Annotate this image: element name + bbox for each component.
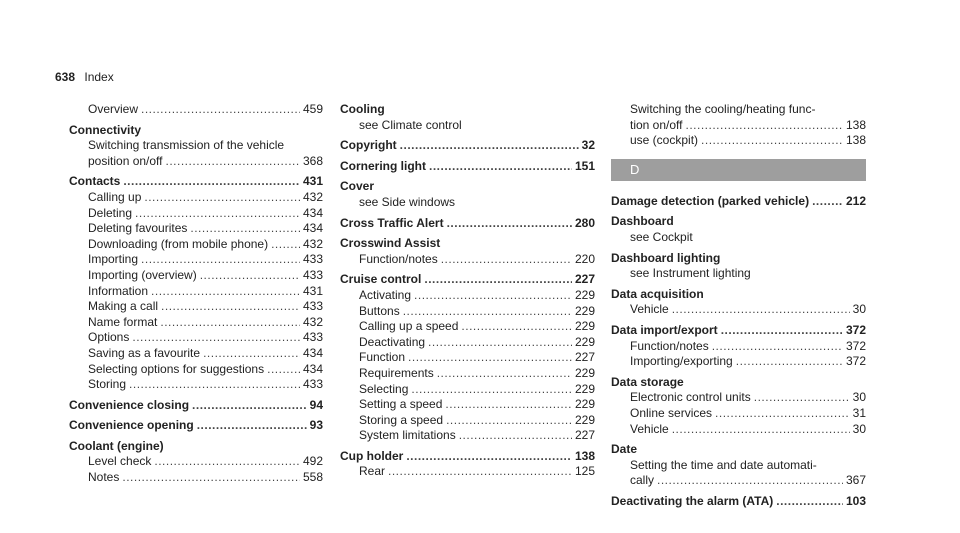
index-subentry [611, 406, 866, 422]
entry-page-number: 431 [302, 174, 323, 189]
entry-text: Convenience closing [69, 397, 190, 412]
entry-page-number: 227 [574, 350, 595, 365]
index-subentry [69, 190, 323, 206]
entry-text: see Cockpit [630, 229, 693, 244]
index-subentry [340, 382, 595, 398]
entry-page-number: 433 [302, 267, 323, 282]
index-subentry [340, 366, 595, 382]
leader-dots [445, 397, 572, 413]
index-entry [340, 216, 595, 232]
entry-text: Selecting options for suggestions [88, 361, 265, 376]
entry-text: Function/notes [359, 251, 438, 266]
leader-dots [776, 494, 843, 510]
leader-dots [672, 302, 850, 318]
index-entry [611, 214, 866, 230]
entry-text: Cup holder [340, 448, 404, 463]
entry-text: Options [88, 330, 130, 345]
leader-dots [200, 268, 300, 284]
entry-text: Cruise control [340, 272, 422, 287]
entry-text: see Side windows [359, 194, 456, 209]
entry-text: Data acquisition [611, 286, 704, 301]
index-subentry [69, 454, 323, 470]
leader-dots [141, 102, 300, 118]
entry-page-number: 367 [845, 473, 866, 488]
index-subentry [340, 413, 595, 429]
leader-dots [192, 398, 307, 414]
index-subentry [340, 252, 595, 268]
index-subentry [611, 118, 866, 134]
leader-dots [151, 284, 300, 300]
entry-page-number: 138 [574, 448, 595, 463]
index-entry [611, 194, 866, 210]
leader-dots [712, 339, 843, 355]
entry-page-number: 432 [302, 189, 323, 204]
index-subentry [69, 346, 323, 362]
entry-page-number: 434 [302, 221, 323, 236]
entry-page-number: 558 [302, 470, 323, 485]
entry-text: see Instrument lighting [630, 266, 751, 281]
entry-text: Deactivating the alarm (ATA) [611, 493, 774, 508]
entry-text: Importing/exporting [630, 354, 733, 369]
leader-dots [446, 413, 572, 429]
leader-dots [406, 449, 572, 465]
entry-text: Activating [359, 287, 412, 302]
entry-text: Crosswind Assist [340, 236, 441, 251]
index-subentry [69, 284, 323, 300]
entry-text: Data import/export [611, 322, 718, 337]
leader-dots [447, 216, 572, 232]
entry-text: Coolant (engine) [69, 438, 164, 453]
index-subentry [611, 458, 866, 474]
entry-text: Buttons [359, 303, 400, 318]
index-entry [69, 398, 323, 414]
leader-dots [408, 350, 572, 366]
leader-dots [459, 428, 572, 444]
leader-dots [190, 221, 300, 237]
index-subentry [69, 138, 323, 154]
index-subentry [69, 330, 323, 346]
leader-dots [267, 362, 300, 378]
entry-page-number: 229 [574, 334, 595, 349]
entry-text: Convenience opening [69, 418, 194, 433]
entry-page-number: 93 [309, 418, 323, 433]
entry-text: Dashboard lighting [611, 250, 721, 265]
leader-dots [271, 237, 300, 253]
entry-text: Copyright [340, 138, 397, 153]
leader-dots [403, 304, 572, 320]
entry-page-number: 103 [845, 493, 866, 508]
entry-text: Saving as a favourite [88, 345, 201, 360]
entry-text: Cover [340, 179, 375, 194]
entry-text: System limitations [359, 428, 456, 443]
index-subentry [611, 133, 866, 149]
index-entry [69, 123, 323, 139]
index-entry [340, 138, 595, 154]
index-subentry [69, 221, 323, 237]
entry-text: Vehicle [630, 302, 669, 317]
index-entry [611, 287, 866, 303]
index-subentry [611, 339, 866, 355]
leader-dots [428, 335, 572, 351]
index-subentry [69, 154, 323, 170]
index-subentry [611, 230, 866, 246]
entry-page-number: 94 [309, 397, 323, 412]
index-entry [340, 449, 595, 465]
entry-page-number: 30 [852, 390, 866, 405]
leader-dots [122, 470, 300, 486]
entry-page-number: 280 [574, 215, 595, 230]
entry-text: Making a call [88, 299, 159, 314]
entry-page-number: 227 [574, 272, 595, 287]
entry-page-number: 433 [302, 299, 323, 314]
leader-dots [203, 346, 300, 362]
entry-text: Overview [88, 102, 139, 116]
index-subentry [611, 473, 866, 489]
entry-text: Calling up a speed [359, 319, 459, 334]
index-subentry [340, 428, 595, 444]
index-entry [340, 179, 595, 195]
entry-page-number: 227 [574, 428, 595, 443]
entry-text: see Climate control [359, 117, 462, 132]
entry-text: Selecting [359, 381, 409, 396]
index-entry [611, 251, 866, 267]
leader-dots [135, 206, 300, 222]
entry-page-number: 151 [574, 158, 595, 173]
entry-text: position on/off [88, 153, 163, 168]
entry-page-number: 434 [302, 345, 323, 360]
entry-page-number: 433 [302, 252, 323, 267]
index-subentry [340, 288, 595, 304]
entry-page-number: 229 [574, 381, 595, 396]
entry-text: Date [611, 442, 638, 457]
entry-text: Cornering light [340, 158, 426, 173]
index-subentry [340, 118, 595, 134]
entry-page-number: 229 [574, 397, 595, 412]
index-subentry [69, 470, 323, 486]
entry-page-number: 138 [845, 117, 866, 132]
section-letter: D [611, 159, 866, 181]
entry-page-number: 229 [574, 303, 595, 318]
entry-text: Function/notes [630, 338, 709, 353]
index-subentry [611, 102, 866, 118]
index-column-1 [69, 102, 323, 486]
leader-dots [160, 315, 300, 331]
index-subentry [340, 350, 595, 366]
index-subentry [611, 354, 866, 370]
entry-page-number: 368 [302, 153, 323, 168]
leader-dots [414, 288, 572, 304]
entry-page-number: 138 [845, 133, 866, 148]
entry-text: Setting the time and date automati- [630, 457, 817, 472]
entry-text: Downloading (from mobile phone) [88, 236, 269, 251]
index-entry [611, 442, 866, 458]
entry-page-number: 432 [302, 236, 323, 251]
entry-page-number: 229 [574, 412, 595, 427]
leader-dots [701, 133, 843, 149]
leader-dots [461, 319, 572, 335]
index-column-2 [340, 102, 595, 480]
leader-dots [411, 382, 572, 398]
leader-dots [154, 454, 300, 470]
entry-text: Calling up [88, 189, 142, 204]
entry-page-number: 229 [574, 287, 595, 302]
index-subentry [340, 195, 595, 211]
index-entry [340, 159, 595, 175]
entry-text: Function [359, 350, 406, 365]
entry-text: Switching transmission of the vehicle [88, 138, 285, 153]
leader-dots [657, 473, 843, 489]
index-subentry [340, 304, 595, 320]
index-entry [69, 174, 323, 190]
entry-text: Requirements [359, 365, 434, 380]
index-subentry [69, 102, 323, 118]
index-subentry [69, 237, 323, 253]
entry-text: Connectivity [69, 122, 142, 137]
leader-dots [424, 272, 572, 288]
entry-page-number: 432 [302, 314, 323, 329]
entry-text: Online services [630, 405, 713, 420]
entry-page-number: 30 [852, 421, 866, 436]
entry-text: Data storage [611, 374, 684, 389]
leader-dots [812, 194, 843, 210]
entry-text: tion on/off [630, 117, 683, 132]
entry-text: Rear [359, 464, 386, 479]
entry-text: Level check [88, 454, 152, 469]
index-subentry [69, 206, 323, 222]
index-entry [340, 102, 595, 118]
leader-dots [672, 422, 850, 438]
entry-text: Dashboard [611, 214, 674, 229]
index-subentry [611, 302, 866, 318]
entry-page-number: 31 [852, 405, 866, 420]
entry-page-number: 30 [852, 302, 866, 317]
leader-dots [123, 174, 300, 190]
entry-text: Electronic control units [630, 390, 751, 405]
entry-page-number: 125 [574, 464, 595, 479]
index-subentry [69, 299, 323, 315]
entry-text: Importing (overview) [88, 267, 197, 282]
entry-page-number: 229 [574, 365, 595, 380]
entry-page-number: 433 [302, 330, 323, 345]
entry-text: Deactivating [359, 334, 426, 349]
page-title: Index [84, 70, 114, 84]
leader-dots [132, 330, 300, 346]
index-subentry [340, 319, 595, 335]
entry-text: Vehicle [630, 421, 669, 436]
entry-page-number: 372 [845, 354, 866, 369]
entry-page-number: 434 [302, 205, 323, 220]
index-subentry [69, 362, 323, 378]
entry-page-number: 229 [574, 319, 595, 334]
entry-text: Setting a speed [359, 397, 443, 412]
entry-page-number: 459 [302, 102, 323, 116]
entry-text: Information [88, 283, 149, 298]
entry-text: Deleting favourites [88, 221, 188, 236]
leader-dots [129, 377, 300, 393]
entry-page-number: 372 [845, 322, 866, 337]
entry-page-number: 372 [845, 338, 866, 353]
entry-text: cally [630, 473, 655, 488]
index-subentry [340, 335, 595, 351]
entry-page-number: 220 [574, 251, 595, 266]
leader-dots [166, 154, 300, 170]
leader-dots [686, 118, 843, 134]
entry-text: Storing [88, 377, 127, 392]
index-subentry [69, 252, 323, 268]
entry-page-number: 434 [302, 361, 323, 376]
leader-dots [144, 190, 300, 206]
leader-dots [754, 390, 850, 406]
index-subentry [69, 268, 323, 284]
page-number: 638 [55, 70, 76, 84]
index-entry [69, 418, 323, 434]
index-entry [69, 439, 323, 455]
index-subentry [69, 315, 323, 331]
entry-text: Switching the cooling/heating func- [630, 102, 816, 116]
entry-text: Notes [88, 470, 120, 485]
index-entry [340, 272, 595, 288]
entry-page-number: 433 [302, 377, 323, 392]
entry-text: Name format [88, 314, 158, 329]
index-subentry [611, 422, 866, 438]
entry-text: Storing a speed [359, 412, 444, 427]
leader-dots [441, 252, 572, 268]
index-column-3 [611, 102, 866, 509]
leader-dots [197, 418, 307, 434]
entry-text: Deleting [88, 205, 133, 220]
index-subentry [611, 390, 866, 406]
index-entry [611, 323, 866, 339]
index-subentry [340, 464, 595, 480]
index-entry [340, 236, 595, 252]
entry-text: use (cockpit) [630, 133, 699, 148]
entry-page-number: 431 [302, 283, 323, 298]
leader-dots [437, 366, 572, 382]
entry-text: Contacts [69, 174, 121, 189]
index-subentry [611, 266, 866, 282]
index-entry [611, 494, 866, 510]
leader-dots [400, 138, 579, 154]
leader-dots [429, 159, 572, 175]
page-header [55, 70, 114, 84]
entry-page-number: 32 [581, 138, 595, 153]
leader-dots [715, 406, 850, 422]
leader-dots [721, 323, 843, 339]
entry-page-number: 492 [302, 454, 323, 469]
entry-text: Cooling [340, 102, 385, 116]
entry-page-number: 212 [845, 193, 866, 208]
index-subentry [340, 397, 595, 413]
index-entry [611, 375, 866, 391]
leader-dots [736, 354, 843, 370]
leader-dots [141, 252, 300, 268]
leader-dots [388, 464, 572, 480]
entry-text: Cross Traffic Alert [340, 215, 444, 230]
index-subentry [69, 377, 323, 393]
entry-text: Importing [88, 252, 139, 267]
leader-dots [161, 299, 300, 315]
entry-text: Damage detection (parked vehicle) [611, 193, 810, 208]
